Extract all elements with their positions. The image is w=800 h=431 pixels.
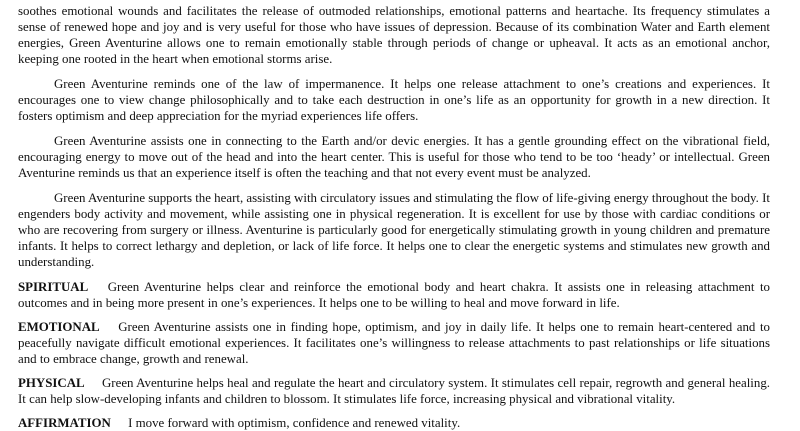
- document-page: [0, 3, 800, 430]
- section-text-affirmation: I move forward with optimism, confidence and renewed vitality.: [128, 416, 461, 430]
- section-text-emotional: Green Aventurine assists one in finding hope, optimism, and joy in daily life. It helps one to remain heart-centered and to peacefully navigate difficult emotional experiences. It facilitates one’s willingness to release attachments to past relationships or life situations and to embrace change, growth and renewal.: [18, 320, 770, 366]
- section-text-physical: Green Aventurine helps heal and regulate the heart and circulatory system. It stimulates cell repair, regrowth and general healing. It can help slow-developing infants and children to blossom. It stimulates life force, increasing physical and vibrational vitality.: [18, 376, 770, 406]
- section-emotional: [18, 319, 770, 367]
- paragraph-emotional-wounds: soothes emotional wounds and facilitates the release of outmoded relationships, emotional patterns and heartache. Its frequency stimulates a sense of renewed hope and joy and is very useful for those who have issues of depression. Because of its combination Water and Earth element energies, Green Aventurine allows one to remain emotionally stable through periods of change or upheaval. It acts as an emotional anchor, keeping one rooted in the heart when emotional storms arise.: [18, 4, 770, 66]
- paragraph-heart-support: Green Aventurine supports the heart, assisting with circulatory issues and stimulating the flow of life-giving energy throughout the body. It engenders body activity and movement, while assisting one in physical regeneration. It is excellent for use by those with cardiac conditions or who are recovering from surgery or illness. Aventurine is particularly good for energetically stimulating growth in young children and premature infants. It helps to correct lethargy and depletion, or lack of life force. It helps one to clear the energetic systems and stimulates new growth and understanding.: [18, 191, 770, 269]
- section-label-affirmation: AFFIRMATION: [18, 416, 111, 430]
- section-physical: [18, 375, 770, 407]
- section-label-physical: PHYSICAL: [18, 376, 85, 390]
- section-label-emotional: EMOTIONAL: [18, 320, 100, 334]
- section-text-spiritual: Green Aventurine helps clear and reinforce the emotional body and heart chakra. It assists one in releasing attachment to outcomes and in being more present in one’s experiences. It helps one to be willing to heal and move forward in life.: [18, 280, 770, 310]
- section-affirmation: [18, 415, 770, 431]
- paragraph-grounding: Green Aventurine assists one in connecting to the Earth and/or devic energies. It has a gentle grounding effect on the vibrational field, encouraging energy to move out of the head and into the heart center. This is useful for those who tend to be too ‘heady’ or intellectual. Green Aventurine reminds us that an experience itself is often the teaching and that not every event must be analyzed.: [18, 134, 770, 180]
- section-spiritual: [18, 279, 770, 311]
- paragraph-impermanence: Green Aventurine reminds one of the law of impermanence. It helps one release attachment to one’s creations and experiences. It encourages one to view change philosophically and to take each destruction in one’s life as an opportunity for growth in a new direction. It fosters optimism and deep appreciation for the myriad experiences life offers.: [18, 77, 770, 123]
- section-label-spiritual: SPIRITUAL: [18, 280, 89, 294]
